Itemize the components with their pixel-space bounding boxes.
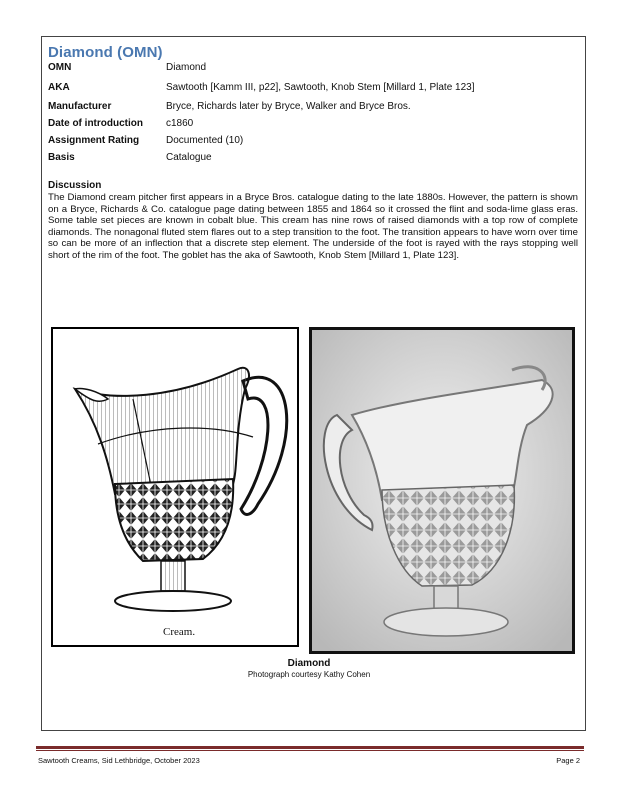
info-label: Date of introduction [48,118,143,129]
info-label: Basis [48,152,75,163]
footer-rule [36,746,584,749]
info-value: c1860 [166,118,194,129]
footer-title: Sawtooth Creams, Sid Lethbridge, October 2023 [38,756,200,765]
discussion-text: The Diamond cream pitcher first appears in a Bryce Bros. catalogue dating to the late 1880s. However, the pattern is shown on a Bryce, Richards & Co. catalogue page dating between 1855 and 1864 so it crossed the flint and soda-lime glass eras. Some table set pieces are known in cobalt blue. This cream has nine rows of raised diamonds with a top row of complete diamonds. The nonagonal fluted stem flares out to a step transition to the foot. The transition appears to have worn over time so can be more of an inflection that a discrete step element. The underside of the foot is rayed with the rays stopping well short of the rim of the foot. The goblet has the aka of Sawtooth, Knob Stem [Millard 1, Plate 123]. [48,192,578,261]
discussion-heading: Discussion [48,180,102,191]
info-value: Diamond [166,62,207,73]
photo-pitcher-drawing [312,330,572,651]
info-value: Documented (10) [166,135,244,146]
figure-caption-title: Diamond [287,658,331,669]
catalogue-pitcher-drawing [53,329,297,645]
figure-caption-credit: Photograph courtesy Kathy Cohen [247,670,371,679]
footer-rule-thin [36,750,584,751]
info-label: AKA [48,82,70,93]
catalogue-label: Cream. [163,626,196,638]
info-value: Bryce, Richards later by Bryce, Walker and Bryce Bros. [166,101,411,112]
info-label: OMN [48,62,72,73]
section-title: Diamond (OMN) [48,44,163,61]
catalogue-illustration [51,327,299,647]
info-value: Catalogue [166,152,212,163]
info-label: Assignment Rating [48,135,140,146]
info-label: Manufacturer [48,101,112,112]
info-value: Sawtooth [Kamm III, p22], Sawtooth, Knob Stem [Millard 1, Plate 123] [166,82,475,93]
pitcher-photograph [309,327,575,654]
page-number: Page 2 [556,756,580,765]
